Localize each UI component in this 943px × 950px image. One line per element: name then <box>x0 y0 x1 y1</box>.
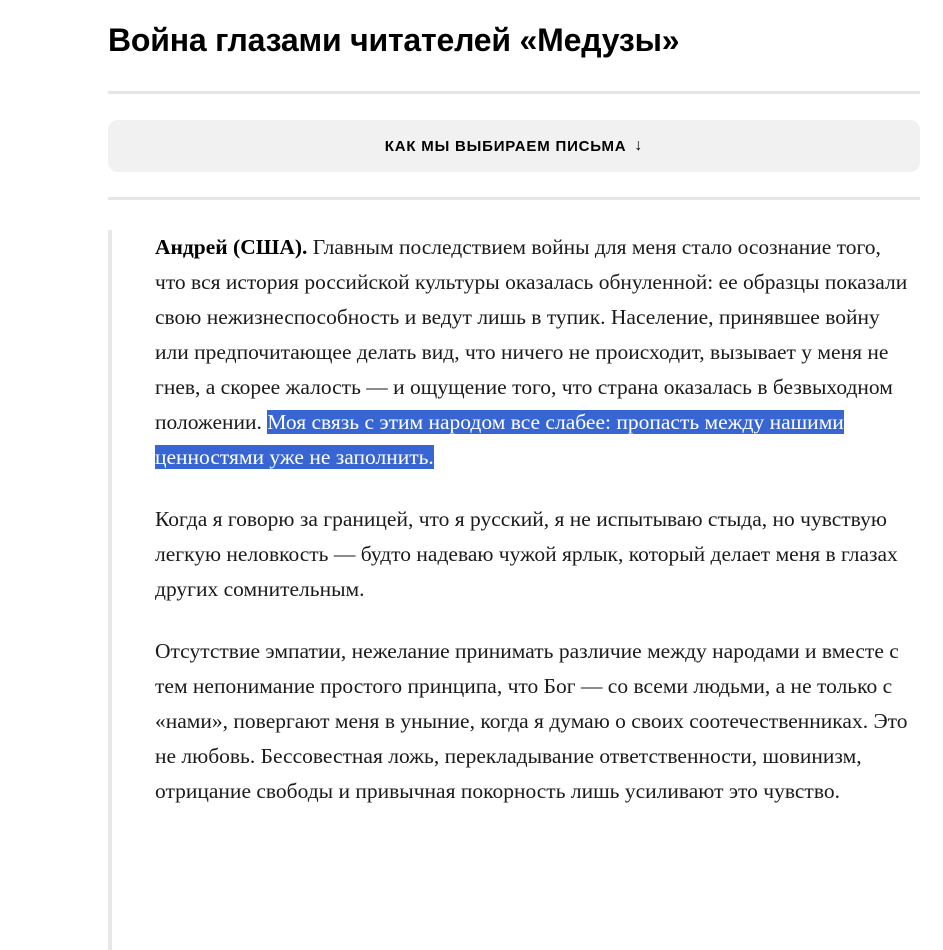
letter-author: Андрей (США). <box>155 235 308 259</box>
letter-paragraph: Отсутствие эмпатии, нежелание принимать различие между народами и вместе с тем непонимание простого принципа, что Бог — со всеми людьми, а не только с «нами», повергают меня в уныние, когда я думаю о своих соотечественниках. Это не любовь. Бессовестная ложь, перекладывание ответственности, шовинизм, отрицание свободы и привычная покорность лишь усиливают это чувство. <box>155 639 908 803</box>
letter-paragraph <box>155 230 915 475</box>
reader-letter <box>108 230 920 950</box>
how-we-choose-letters-label: КАК МЫ ВЫБИРАЕМ ПИСЬМА <box>384 137 627 155</box>
divider-top <box>108 91 920 94</box>
letter-text: Главным последствием войны для меня стало осознание того, что вся история российской культуры оказалась обнуленной: ее образцы показали свою нежизнеспособность и ведут лишь в тупик. Население, принявшее войну или предпочитающее делать вид, что ничего не происходит, вызывает у меня не гнев, а скорее жалость — и ощущение того, что страна оказалась в безвыходном положении. <box>155 235 908 434</box>
how-we-choose-letters-button[interactable] <box>108 120 920 172</box>
selected-text: Моя связь с этим народом все слабее: пропасть между нашими ценностями уже не заполнить. <box>155 410 844 469</box>
letter-paragraph: Когда я говорю за границей, что я русский, я не испытываю стыда, но чувствую легкую неловкость — будто надеваю чужой ярлык, который делает меня в глазах других сомнительным. <box>155 507 898 601</box>
arrow-down-icon: ↓ <box>634 137 644 154</box>
divider-bottom <box>108 197 920 200</box>
quote-bar <box>108 230 112 950</box>
section-title: Война глазами читателей «Медузы» <box>108 22 680 58</box>
letter-body <box>155 230 915 836</box>
